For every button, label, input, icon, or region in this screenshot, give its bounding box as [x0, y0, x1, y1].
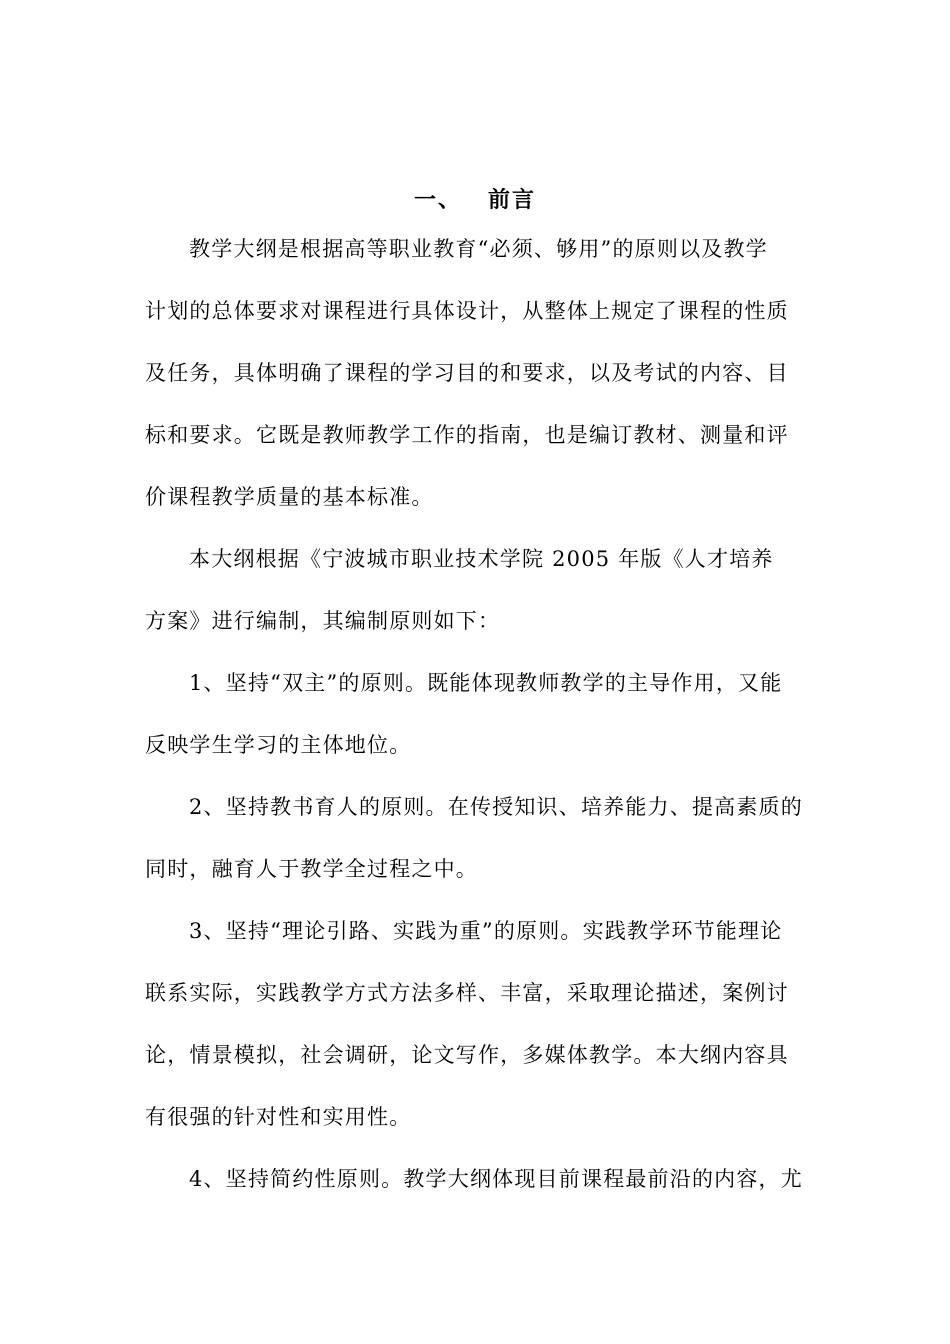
paragraph-line: 论，情景模拟，社会调研，论文写作，多媒体教学。本大纲内容具 — [145, 1043, 789, 1067]
paragraph-line: 方案》进行编制，其编制原则如下： — [145, 609, 501, 633]
paragraph-line: 同时，融育人于教学全过程之中。 — [145, 857, 478, 881]
document-body — [145, 227, 807, 1219]
paragraph-line: 及任务，具体明确了课程的学习目的和要求，以及考试的内容、目 — [145, 361, 789, 385]
paragraph-line: 有很强的针对性和实用性。 — [145, 1105, 412, 1129]
section-heading — [0, 182, 950, 218]
paragraph-line: 价课程教学质量的基本标准。 — [145, 485, 434, 509]
paragraph-line: 4、坚持简约性原则。教学大纲体现目前课程最前沿的内容，尤 — [189, 1167, 803, 1191]
section-number: 一、 — [413, 187, 462, 213]
paragraph-line: 教学大纲是根据高等职业教育“必须、够用”的原则以及教学 — [189, 237, 768, 261]
paragraph-line: 计划的总体要求对课程进行具体设计，从整体上规定了课程的性质 — [145, 299, 789, 323]
paragraph-line: 1、坚持“双主”的原则。既能体现教师教学的主导作用，又能 — [189, 671, 783, 695]
paragraph-line: 联系实际，实践教学方式方法多样、丰富，采取理论描述，案例讨 — [145, 981, 789, 1005]
paragraph-line: 反映学生学习的主体地位。 — [145, 733, 412, 757]
paragraph-line: 3、坚持“理论引路、实践为重”的原则。实践教学环节能理论 — [189, 919, 783, 943]
section-title: 前言 — [488, 187, 537, 213]
paragraph-line: 本大纲根据《宁波城市职业技术学院 2005 年版《人才培养 — [189, 547, 774, 571]
paragraph-line: 标和要求。它既是教师教学工作的指南，也是编订教材、测量和评 — [145, 423, 789, 447]
paragraph-line: 2、坚持教书育人的原则。在传授知识、培养能力、提高素质的 — [189, 795, 803, 819]
